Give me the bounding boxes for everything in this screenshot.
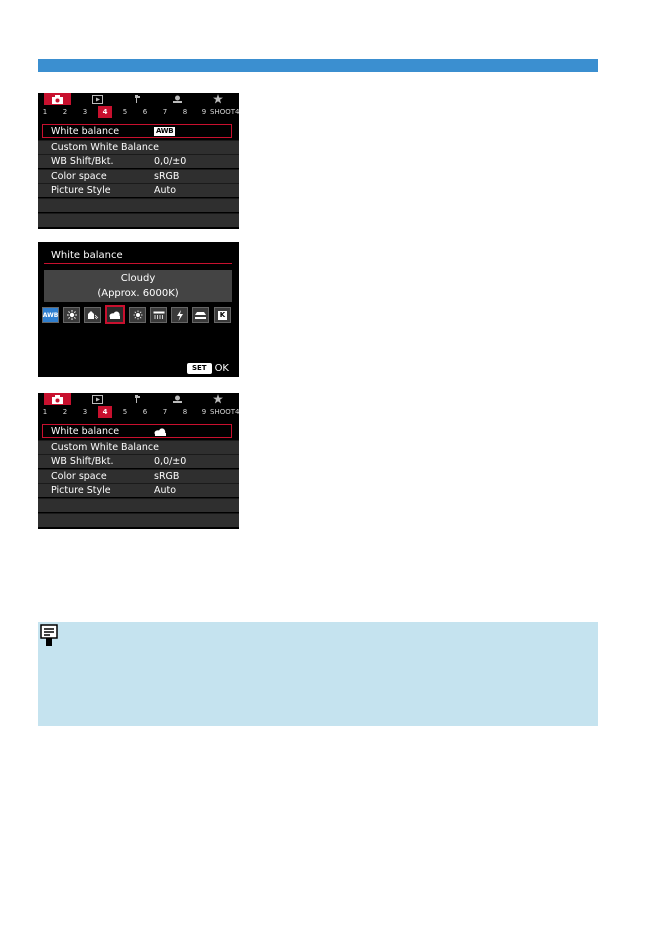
page-9[interactable]: 9 bbox=[201, 108, 207, 116]
menu-row-empty bbox=[38, 213, 239, 227]
menu-row-label: Picture Style bbox=[51, 185, 111, 196]
cloudy-icon bbox=[154, 428, 167, 436]
tab-mymenu[interactable] bbox=[204, 393, 231, 405]
custom-icon bbox=[172, 395, 183, 404]
page-shoot4[interactable]: SHOOT4 bbox=[210, 108, 239, 116]
note-box bbox=[38, 622, 598, 726]
page-4[interactable]: 4 bbox=[98, 406, 112, 418]
menu-row-label: Custom White Balance bbox=[51, 142, 159, 153]
menu-row-label: Picture Style bbox=[51, 485, 111, 496]
daylight-icon[interactable] bbox=[63, 307, 80, 323]
shade-icon[interactable] bbox=[84, 307, 101, 323]
custom-icon bbox=[172, 95, 183, 104]
ok-label: OK bbox=[214, 362, 229, 374]
fluorescent-icon[interactable] bbox=[150, 307, 167, 323]
menu-row-value: 0,0/±0 bbox=[154, 156, 187, 167]
menu-row-value: Auto bbox=[154, 485, 177, 496]
title-underline bbox=[44, 263, 232, 264]
star-icon bbox=[213, 94, 223, 104]
page-2[interactable]: 2 bbox=[62, 108, 68, 116]
menu-tab-bar bbox=[38, 93, 239, 105]
page-7[interactable]: 7 bbox=[162, 408, 168, 416]
page-6[interactable]: 6 bbox=[142, 408, 148, 416]
tab-shooting[interactable] bbox=[44, 93, 71, 105]
menu-row-label: Custom White Balance bbox=[51, 442, 159, 453]
page-5[interactable]: 5 bbox=[122, 108, 128, 116]
wb-mode-name: Cloudy bbox=[120, 273, 156, 284]
menu-page-numbers bbox=[38, 406, 239, 418]
menu-row-label: Color space bbox=[51, 171, 107, 182]
page-5[interactable]: 5 bbox=[122, 408, 128, 416]
star-icon bbox=[213, 394, 223, 404]
wb-option-bar bbox=[42, 307, 236, 323]
page-1[interactable]: 1 bbox=[42, 408, 48, 416]
wb-mode-detail: (Approx. 6000K) bbox=[97, 288, 179, 299]
menu-row-picture-style[interactable] bbox=[38, 183, 239, 197]
kelvin-label: K bbox=[219, 310, 226, 319]
menu-row-label: Color space bbox=[51, 471, 107, 482]
menu-row-empty bbox=[38, 498, 239, 512]
tab-custom[interactable] bbox=[164, 393, 191, 405]
menu-row-color-space[interactable] bbox=[38, 469, 239, 483]
page-3[interactable]: 3 bbox=[82, 108, 88, 116]
menu-row-white-balance[interactable] bbox=[42, 424, 232, 438]
menu-row-empty bbox=[38, 198, 239, 212]
page-4[interactable]: 4 bbox=[98, 106, 112, 118]
menu-row-wb-shift[interactable] bbox=[38, 454, 239, 468]
custom-wb-icon[interactable] bbox=[192, 307, 209, 323]
menu-row-label: WB Shift/Bkt. bbox=[51, 156, 114, 167]
menu-row-label: White balance bbox=[51, 126, 120, 137]
menu-row-label: WB Shift/Bkt. bbox=[51, 456, 114, 467]
page-2[interactable]: 2 bbox=[62, 408, 68, 416]
tab-mymenu[interactable] bbox=[204, 93, 231, 105]
menu-row-value: 0,0/±0 bbox=[154, 456, 187, 467]
tab-playback[interactable] bbox=[84, 93, 111, 105]
page-3[interactable]: 3 bbox=[82, 408, 88, 416]
camera-menu-screen-2 bbox=[38, 393, 239, 529]
playback-icon bbox=[92, 395, 103, 404]
flash-icon[interactable] bbox=[171, 307, 188, 323]
white-balance-screen bbox=[38, 242, 239, 377]
menu-row-custom-wb[interactable] bbox=[38, 140, 239, 154]
menu-row-value: sRGB bbox=[154, 471, 180, 482]
page-9[interactable]: 9 bbox=[201, 408, 207, 416]
camera-icon bbox=[52, 95, 63, 104]
cloudy-icon[interactable] bbox=[105, 305, 125, 324]
menu-row-white-balance[interactable] bbox=[42, 124, 232, 138]
page-8[interactable]: 8 bbox=[182, 408, 188, 416]
menu-tab-bar bbox=[38, 393, 239, 405]
menu-row-color-space[interactable] bbox=[38, 169, 239, 183]
set-ok-button[interactable] bbox=[187, 362, 229, 374]
camera-icon bbox=[52, 395, 63, 404]
menu-row-empty bbox=[38, 513, 239, 527]
tab-playback[interactable] bbox=[84, 393, 111, 405]
page-shoot4[interactable]: SHOOT4 bbox=[210, 408, 239, 416]
menu-page-numbers bbox=[38, 106, 239, 118]
page-6[interactable]: 6 bbox=[142, 108, 148, 116]
menu-row-custom-wb[interactable] bbox=[38, 440, 239, 454]
page-7[interactable]: 7 bbox=[162, 108, 168, 116]
menu-row-label: White balance bbox=[51, 426, 120, 437]
menu-row-value: Auto bbox=[154, 185, 177, 196]
note-icon bbox=[40, 624, 58, 648]
wb-info-box bbox=[44, 270, 232, 302]
awb-icon[interactable]: AWB bbox=[42, 307, 59, 323]
tungsten-icon[interactable] bbox=[129, 307, 146, 323]
kelvin-icon[interactable] bbox=[214, 307, 231, 323]
set-badge: SET bbox=[187, 363, 212, 374]
screen-title: White balance bbox=[51, 250, 123, 261]
awb-icon: AWB bbox=[156, 127, 174, 135]
wrench-icon bbox=[133, 394, 142, 404]
tab-setup[interactable] bbox=[124, 93, 151, 105]
page-1[interactable]: 1 bbox=[42, 108, 48, 116]
wrench-icon bbox=[133, 94, 142, 104]
menu-row-value: sRGB bbox=[154, 171, 180, 182]
tab-custom[interactable] bbox=[164, 93, 191, 105]
section-header-rule bbox=[38, 59, 598, 72]
camera-menu-screen-1 bbox=[38, 93, 239, 229]
tab-setup[interactable] bbox=[124, 393, 151, 405]
page-8[interactable]: 8 bbox=[182, 108, 188, 116]
tab-shooting[interactable] bbox=[44, 393, 71, 405]
menu-row-picture-style[interactable] bbox=[38, 483, 239, 497]
menu-row-wb-shift[interactable] bbox=[38, 154, 239, 168]
playback-icon bbox=[92, 95, 103, 104]
